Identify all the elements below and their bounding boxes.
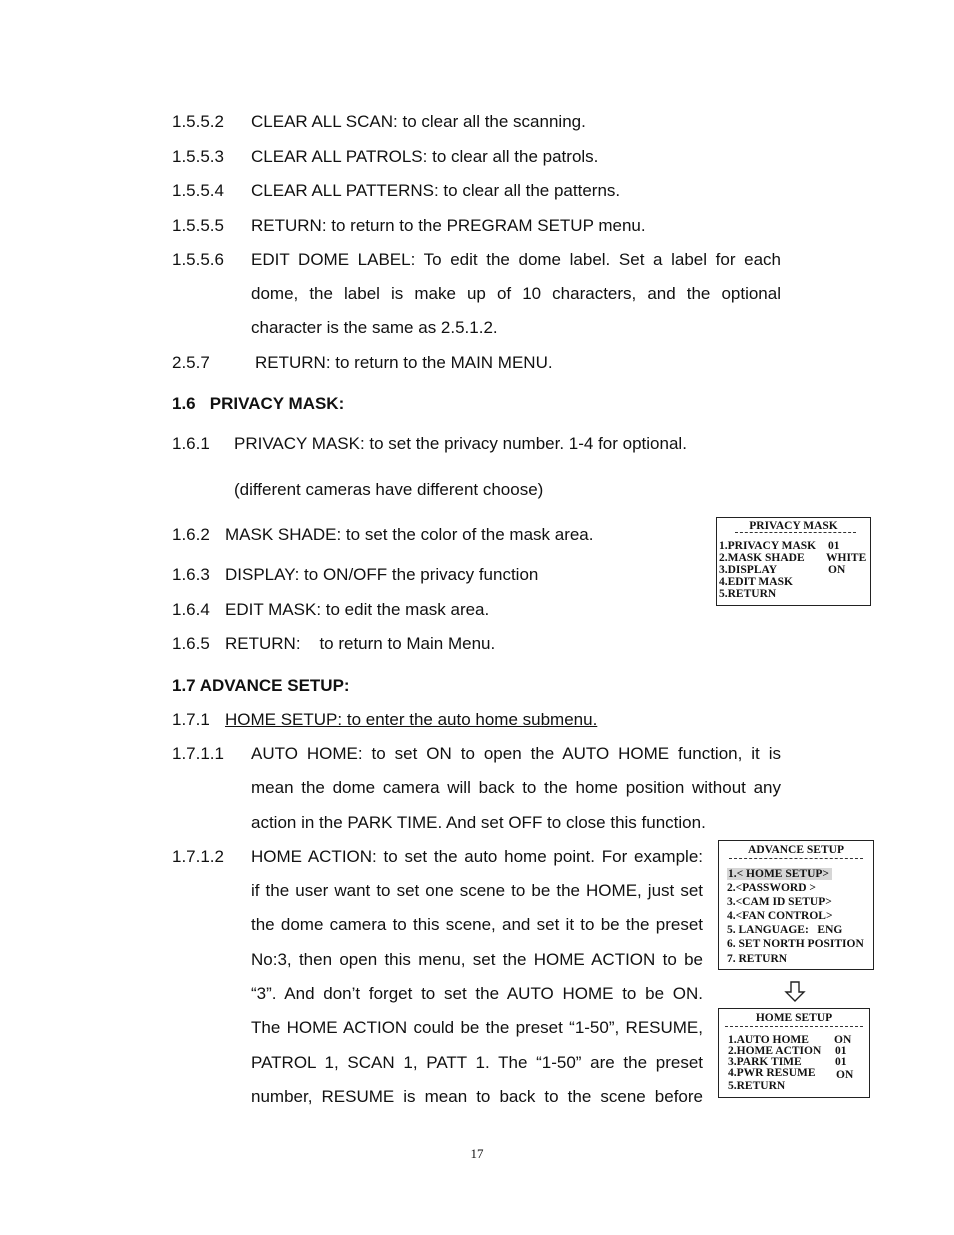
menu-item: 5. LANGUAGE: ENG	[727, 924, 843, 936]
heading-privacy-mask: 1.6 PRIVACY MASK:	[172, 394, 345, 413]
menu-item-selected	[727, 868, 832, 880]
section-number: 1.5.5.5	[172, 216, 224, 235]
section-text: CLEAR ALL PATTERNS: to clear all the patterns.	[251, 181, 621, 200]
menu-title-divider	[729, 858, 863, 859]
down-arrow-icon	[784, 981, 806, 1003]
section-text: “3”. And don’t forget to set the AUTO HOME to be ON.	[251, 984, 703, 1003]
section-number: 1.7.1	[172, 710, 210, 729]
section-text: the dome camera to this scene, and set it to be the preset	[251, 915, 703, 934]
menu-item: 2.HOME ACTION	[728, 1045, 822, 1057]
menu-item: 6. SET NORTH POSITION	[727, 938, 864, 950]
menu-title: PRIVACY MASK	[749, 520, 838, 532]
section-text: mean the dome camera will back to the home position without any	[251, 778, 781, 797]
section-text: DISPLAY: to ON/OFF the privacy function	[225, 565, 539, 584]
section-number: 1.6.5	[172, 634, 210, 653]
section-text: MASK SHADE: to set the color of the mask area.	[225, 525, 594, 544]
menu-item-highlight: 1.< HOME SETUP>	[727, 868, 832, 880]
menu-title: HOME SETUP	[755, 1012, 833, 1024]
page-number: 17	[470, 1146, 484, 1161]
menu-item: 3.PARK TIME	[728, 1056, 802, 1068]
menu-item: 4.<FAN CONTROL>	[727, 910, 833, 922]
menu-value: 01	[835, 1056, 847, 1068]
menu-value: ON	[828, 564, 846, 576]
section-text: if the user want to set one scene to be the HOME, just set	[251, 881, 703, 900]
menu-value: 01	[835, 1045, 847, 1057]
menu-value: WHITE	[826, 552, 867, 564]
menu-title-divider	[725, 1026, 863, 1027]
menu-item: 2.MASK SHADE	[719, 552, 805, 564]
menu-item: 1.PRIVACY MASK	[719, 540, 817, 552]
section-text: EDIT DOME LABEL: To edit the dome label. Set a label for each	[251, 250, 781, 269]
menu-item: 5.RETURN	[728, 1080, 786, 1092]
section-text: EDIT MASK: to edit the mask area.	[225, 600, 490, 619]
section-number: 1.6.3	[172, 565, 210, 584]
section-text: RETURN: to return to the MAIN MENU.	[255, 353, 553, 372]
section-text: No:3, then open this menu, set the HOME ACTION to be	[251, 950, 703, 969]
section-number: 1.5.5.2	[172, 112, 224, 131]
section-number: 1.5.5.3	[172, 147, 224, 166]
advance-setup-menu-figure	[718, 840, 874, 970]
menu-value: ON	[834, 1034, 852, 1046]
privacy-mask-menu-figure	[716, 517, 871, 606]
menu-title: ADVANCE SETUP	[748, 844, 844, 856]
section-text: PATROL 1, SCAN 1, PATT 1. The “1-50” are the preset	[251, 1053, 703, 1072]
menu-item: 1.AUTO HOME	[728, 1034, 809, 1046]
menu-item: 4.PWR RESUME	[728, 1067, 816, 1079]
section-number: 1.7.1.1	[172, 744, 224, 763]
section-text: HOME SETUP: to enter the auto home submenu.	[225, 710, 598, 729]
menu-item: 2.<PASSWORD >	[727, 882, 816, 894]
menu-value: 01	[828, 540, 840, 552]
section-text: CLEAR ALL SCAN: to clear all the scanning.	[251, 112, 586, 131]
heading-advance-setup: 1.7 ADVANCE SETUP:	[172, 676, 350, 695]
section-text: action in the PARK TIME. And set OFF to close this function.	[251, 813, 706, 832]
section-text: The HOME ACTION could be the preset “1-50”, RESUME,	[251, 1018, 703, 1037]
section-text: number, RESUME is mean to back to the scene before	[251, 1087, 703, 1106]
section-number: 1.5.5.6	[172, 250, 224, 269]
section-text: character is the same as 2.5.1.2.	[251, 318, 498, 337]
menu-item: 5.RETURN	[719, 588, 777, 600]
section-text: (different cameras have different choose)	[234, 480, 544, 499]
section-text: RETURN: to return to Main Menu.	[225, 634, 496, 653]
section-text: HOME ACTION: to set the auto home point. For example:	[251, 847, 703, 866]
menu-item: 7. RETURN	[727, 953, 788, 965]
section-number: 1.6.4	[172, 600, 210, 619]
section-number: 1.6.1	[172, 434, 210, 453]
section-number: 1.5.5.4	[172, 181, 224, 200]
section-number: 1.6.2	[172, 525, 210, 544]
menu-value: ON	[836, 1069, 854, 1081]
section-number: 2.5.7	[172, 353, 210, 372]
section-text: AUTO HOME: to set ON to open the AUTO HOME function, it is	[251, 744, 781, 763]
home-setup-menu-figure	[718, 1008, 870, 1098]
menu-item: 4.EDIT MASK	[719, 576, 793, 588]
section-number: 1.7.1.2	[172, 847, 224, 866]
section-text: dome, the label is make up of 10 characters, and the optional	[251, 284, 781, 303]
section-text: RETURN: to return to the PREGRAM SETUP menu.	[251, 216, 646, 235]
menu-item: 3.<CAM ID SETUP>	[727, 896, 832, 908]
section-text: PRIVACY MASK: to set the privacy number. 1-4 for optional.	[234, 434, 687, 453]
section-text: CLEAR ALL PATROLS: to clear all the patrols.	[251, 147, 599, 166]
menu-item: 3.DISPLAY	[719, 564, 778, 576]
